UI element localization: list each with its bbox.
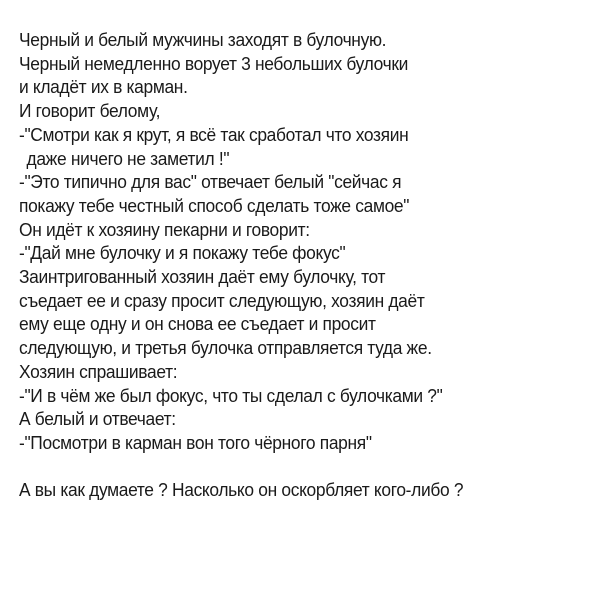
joke-text — [19, 28, 564, 502]
text-line: -"Смотри как я крут, я всё так сработал что хозяин — [19, 123, 409, 145]
text-line: и кладёт их в карман. — [19, 76, 188, 98]
text-line: Он идёт к хозяину пекарни и говорит: — [19, 218, 310, 240]
text-line: -"Посмотри в карман вон того чёрного парня" — [19, 431, 372, 453]
text-line: -"И в чём же был фокус, что ты сделал с булочками ?" — [19, 384, 443, 406]
text-line: Черный немедленно ворует 3 небольших булочки — [19, 52, 409, 74]
text-line: ему еще одну и он снова ее съедает и просит — [19, 313, 376, 335]
text-line: -"Дай мне булочку и я покажу тебе фокус" — [19, 242, 346, 264]
text-line: съедает ее и сразу просит следующую, хозяин даёт — [19, 289, 425, 311]
closing-question: А вы как думаете ? Насколько он оскорбляет кого-либо ? — [19, 479, 464, 501]
text-line: Заинтригованный хозяин даёт ему булочку, тот — [19, 266, 386, 288]
text-line: Черный и белый мужчины заходят в булочную. — [19, 29, 387, 50]
text-line: Хозяин спрашивает: — [19, 360, 178, 382]
text-line: А белый и отвечает: — [19, 408, 176, 430]
text-line: И говорит белому, — [19, 100, 161, 122]
text-line: покажу тебе честный способ сделать тоже самое" — [19, 194, 410, 216]
text-line: следующую, и третья булочка отправляется туда же. — [19, 337, 432, 359]
text-line: даже ничего не заметил !" — [26, 147, 230, 169]
paragraph-spacer — [19, 455, 564, 479]
text-line: -"Это типично для вас" отвечает белый "сейчас я — [19, 171, 402, 193]
